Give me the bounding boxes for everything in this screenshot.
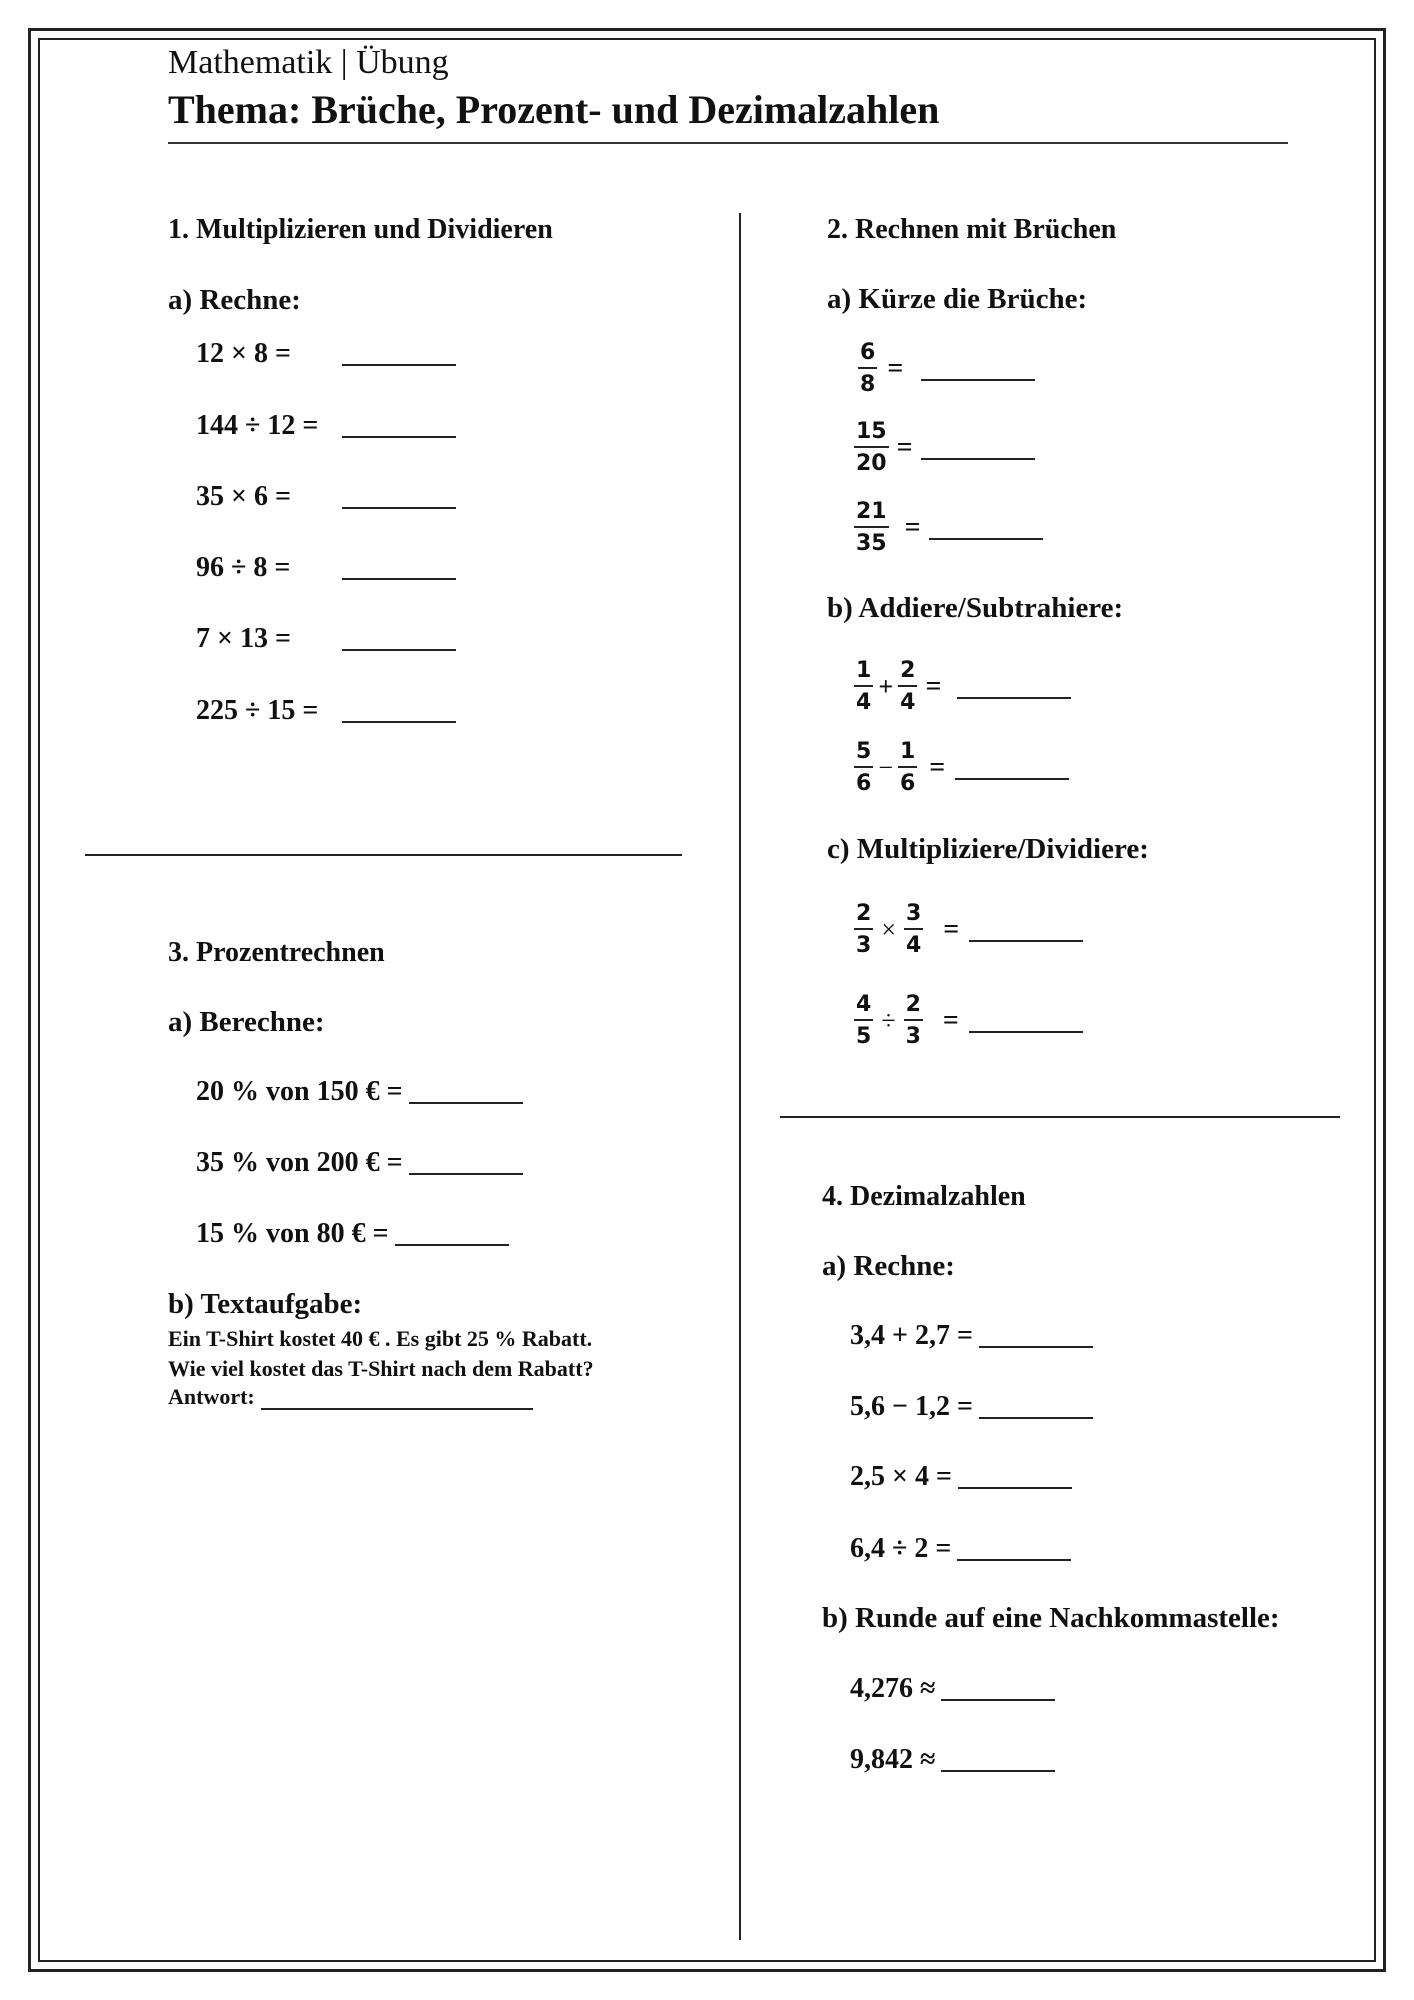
answer-label: Antwort: [168, 1384, 255, 1409]
section4-b-label: b) Runde auf eine Nachkommastelle: [822, 1602, 1280, 1634]
answer-blank[interactable] [921, 436, 1035, 460]
answer-blank[interactable] [921, 357, 1035, 381]
section3-b-label: b) Textaufgabe: [168, 1288, 363, 1320]
s1-problem-text: 96 ÷ 8 = [196, 552, 291, 583]
answer-blank[interactable] [958, 1465, 1072, 1489]
s1-problem-text: 225 ÷ 15 = [196, 695, 319, 726]
s4-problem-4 [850, 1533, 1071, 1565]
s4-problem-3 [850, 1461, 1072, 1493]
section1-a-label: a) Rechne: [168, 284, 301, 316]
answer-blank[interactable] [342, 627, 456, 651]
s1-problem-2 [196, 410, 456, 442]
numerator: 21 [856, 499, 887, 524]
equals-sign: = [925, 671, 942, 702]
s1-problem-3 [196, 481, 456, 513]
fraction [854, 741, 873, 795]
numerator: 3 [905, 901, 922, 926]
equals-sign: = [896, 432, 913, 463]
answer-blank[interactable] [969, 918, 1083, 942]
s2-mul-1 [854, 903, 1083, 957]
s1-problem-6 [196, 695, 456, 727]
operator: ÷ [881, 1006, 896, 1035]
section2-a-label: a) Kürze die Brüche: [827, 283, 1088, 315]
s4-problem-1 [850, 1320, 1093, 1352]
answer-blank[interactable] [929, 516, 1043, 540]
numerator: 15 [856, 419, 887, 444]
fraction [898, 741, 917, 795]
fraction [904, 903, 923, 957]
s2-add-1 [854, 660, 1071, 714]
s2-div-1 [854, 994, 1083, 1048]
s4-round-2 [850, 1744, 1055, 1776]
fraction [854, 994, 873, 1048]
answer-blank[interactable] [342, 556, 456, 580]
denominator: 4 [900, 690, 916, 715]
numerator: 2 [905, 992, 921, 1017]
denominator: 4 [905, 933, 922, 958]
denominator: 3 [905, 1024, 921, 1049]
answer-blank[interactable] [941, 1748, 1055, 1772]
word-problem-line-1: Ein T-Shirt kostet 40 € . Es gibt 25 % Rabatt. [168, 1326, 593, 1351]
answer-blank[interactable] [957, 1537, 1071, 1561]
fraction [858, 342, 877, 396]
page-title: Thema: Brüche, Prozent- und Dezimalzahlen [168, 87, 940, 132]
denominator: 4 [856, 690, 872, 715]
word-problem-line-2: Wie viel kostet das T-Shirt nach dem Rabatt? [168, 1356, 594, 1381]
title-divider [168, 142, 1288, 144]
s1-problem-4 [196, 552, 456, 584]
answer-blank[interactable] [342, 414, 456, 438]
section2-title: 2. Rechnen mit Brüchen [827, 214, 1117, 245]
fraction [854, 903, 873, 957]
s3-problem-text: 20 % von 150 € = [196, 1076, 403, 1107]
answer-blank[interactable] [979, 1395, 1093, 1419]
s1-problem-text: 35 × 6 = [196, 481, 291, 512]
numerator: 4 [856, 992, 872, 1017]
s1-problem-text: 7 × 13 = [196, 623, 291, 654]
answer-blank[interactable] [409, 1151, 523, 1175]
s2-sub-1 [854, 741, 1069, 795]
section2-b-label: b) Addiere/Subtrahiere: [827, 592, 1124, 624]
denominator: 35 [856, 531, 887, 556]
section-divider-right [780, 1116, 1340, 1118]
answer-blank[interactable] [409, 1080, 523, 1104]
section4-a-label: a) Rechne: [822, 1250, 955, 1282]
answer-blank[interactable] [955, 756, 1069, 780]
numerator: 2 [856, 901, 872, 926]
answer-blank[interactable] [941, 1677, 1055, 1701]
s4-problem-text: 3,4 + 2,7 = [850, 1320, 973, 1351]
answer-blank[interactable] [342, 699, 456, 723]
s2-reduce-1 [858, 342, 1035, 396]
s3-problem-2 [196, 1147, 523, 1179]
s3-problem-text: 35 % von 200 € = [196, 1147, 403, 1178]
s1-problem-text: 12 × 8 = [196, 338, 291, 369]
denominator: 20 [856, 451, 887, 476]
answer-blank[interactable] [342, 485, 456, 509]
operator: − [878, 753, 893, 782]
s4-problem-text: 2,5 × 4 = [850, 1461, 952, 1492]
s4-round-1 [850, 1673, 1055, 1705]
numerator: 1 [899, 739, 916, 764]
s4-round-text: 9,842 ≈ [850, 1744, 936, 1775]
s1-problem-1 [196, 338, 456, 370]
answer-row [168, 1384, 533, 1410]
s2-reduce-2 [854, 421, 1035, 475]
denominator: 8 [860, 372, 876, 397]
page-border-inner [38, 38, 1376, 1962]
operator: + [878, 672, 894, 701]
equals-sign: = [929, 752, 946, 783]
denominator: 6 [856, 771, 872, 796]
fraction [854, 501, 889, 555]
section1-title: 1. Multiplizieren und Dividieren [168, 214, 553, 245]
section3-title: 3. Prozentrechnen [168, 937, 385, 968]
fraction [854, 421, 889, 475]
equals-sign: = [887, 353, 904, 384]
s1-problem-5 [196, 623, 456, 655]
equals-sign: = [942, 1005, 959, 1036]
answer-blank[interactable] [969, 1009, 1083, 1033]
answer-blank[interactable] [979, 1324, 1093, 1348]
section-divider-left [85, 854, 682, 856]
section4-title: 4. Dezimalzahlen [822, 1181, 1026, 1212]
subject-label: Mathematik | Übung [168, 44, 449, 81]
s4-problem-text: 5,6 − 1,2 = [850, 1391, 973, 1422]
numerator: 2 [900, 658, 916, 683]
answer-line[interactable] [261, 1388, 533, 1410]
s4-problem-text: 6,4 ÷ 2 = [850, 1533, 952, 1564]
fraction [854, 660, 873, 714]
denominator: 6 [899, 771, 916, 796]
answer-blank[interactable] [957, 675, 1071, 699]
operator: × [881, 915, 896, 944]
section3-a-label: a) Berechne: [168, 1006, 325, 1038]
numerator: 5 [856, 739, 872, 764]
section2-c-label: c) Multipliziere/Dividiere: [827, 833, 1149, 865]
fraction [898, 660, 917, 714]
s2-reduce-3 [854, 501, 1043, 555]
column-divider [739, 213, 741, 1940]
numerator: 1 [856, 658, 872, 683]
s3-problem-text: 15 % von 80 € = [196, 1218, 389, 1249]
s3-problem-1 [196, 1076, 523, 1108]
fraction [904, 994, 923, 1048]
equals-sign: = [943, 914, 960, 945]
answer-blank[interactable] [395, 1222, 509, 1246]
equals-sign: = [904, 512, 921, 543]
s4-round-text: 4,276 ≈ [850, 1673, 936, 1704]
denominator: 3 [856, 933, 872, 958]
s1-problem-text: 144 ÷ 12 = [196, 410, 319, 441]
s4-problem-2 [850, 1391, 1093, 1423]
s3-problem-3 [196, 1218, 509, 1250]
numerator: 6 [860, 340, 876, 365]
answer-blank[interactable] [342, 342, 456, 366]
denominator: 5 [856, 1024, 872, 1049]
